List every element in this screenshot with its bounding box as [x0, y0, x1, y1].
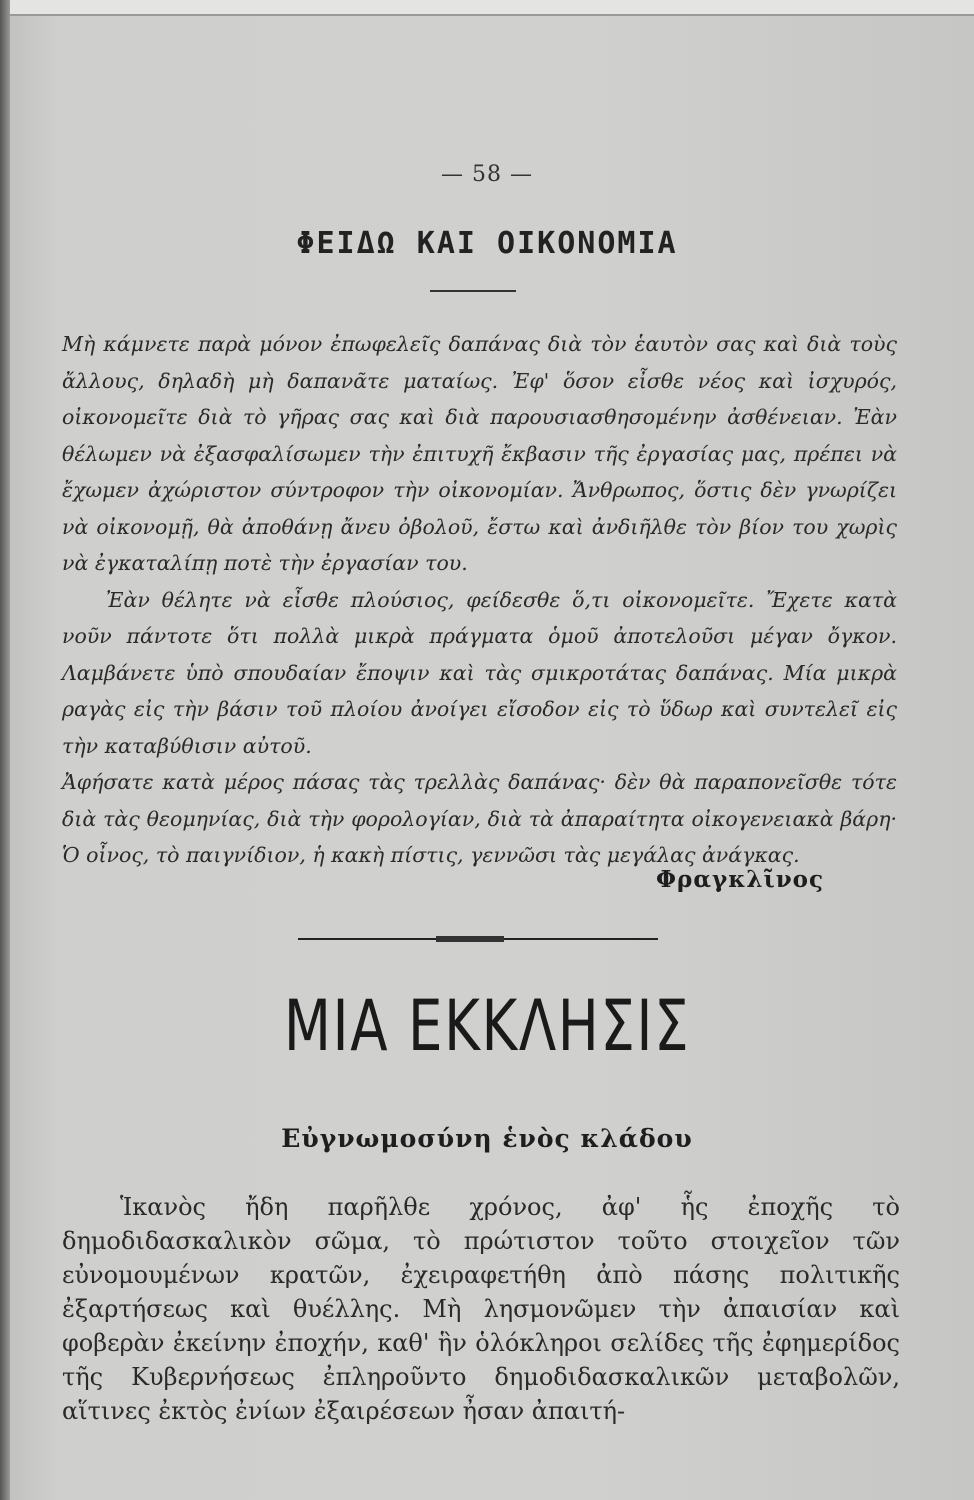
page-binding-edge — [0, 0, 10, 1500]
page-number: — 58 — — [441, 162, 533, 187]
article1-paragraph-1: Μὴ κάμνετε παρὰ μόνον ἐπωφελεῖς δαπάνας διὰ τὸν ἑαυτὸν σας καὶ διὰ τοὺς ἄλλους, δηλαδὴ μὴ δαπανᾶτε ματαίως. Ἐφ' ὅσον εἶσθε νέος καὶ ἰσχυρός, οἰκονομεῖτε διὰ τὸ γῆρας σας καὶ διὰ παρουσιασθησομένην ἀσθένειαν. Ἐὰν θέλωμεν νὰ ἐξασφαλίσωμεν τὴν ἐπιτυχῆ ἔκβασιν τῆς ἐργασίας μας, πρέπει νὰ ἔχωμεν ἀχώριστον σύντροφον τὴν οἰκονομίαν. Ἄνθρωπος, ὅστις δὲν γνωρίζει νὰ οἰκονομῇ, θὰ ἀποθάνῃ ἄνευ ὀβολοῦ, ἔστω καὶ ἀνδιῆλθε τὸν βίον του χωρὶς νὰ ἐγκαταλίπῃ ποτὲ τὴν ἐργασίαν του. — [62, 332, 897, 575]
page-top-edge — [0, 0, 974, 16]
article1-paragraph-3: Ἀφήσατε κατὰ μέρος πάσας τὰς τρελλὰς δαπάνας· δὲν θὰ παραπονεῖσθε τότε διὰ τὰς θεομηνίας, διὰ τὴν φορολογίαν, διὰ τὰ ἀπαραίτητα οἰκογενειακὰ βάρη· Ὁ οἶνος, τὸ παιγνίδιον, ἡ κακὴ πίστις, γεννῶσι τὰς μεγάλας ἀνάγκας. — [62, 770, 897, 867]
article2-subtitle: Εὐγνωμοσύνη ἑνὸς κλάδου — [281, 1124, 693, 1153]
article2-paragraph-1: Ἱκανὸς ἤδη παρῆλθε χρόνος, ἀφ' ἧς ἐποχῆς τὸ δημοδιδασκαλικὸν σῶμα, τὸ πρώτιστον τοῦτο στοιχεῖον τῶν εὐνομουμένων κρατῶν, ἐχειραφετήθη ἀπὸ πάσης πολιτικῆς ἐξαρτήσεως καὶ θυέλλης. Μὴ λησμονῶμεν τὴν ἀπαισίαν καὶ φοβερὰν ἐκείνην ἐποχήν, καθ' ἣν ὁλόκληροι σελίδες τῆς ἐφημερίδος τῆς Κυβερνήσεως ἐπληροῦντο δημοδιδασκαλικῶν μεταβολῶν, αἵτινες ἐκτὸς ἐνίων ἐξαιρέσεων ἦσαν ἀπαιτή- — [62, 1193, 900, 1425]
article1-title: ΦΕΙΔΩ ΚΑΙ ΟΙΚΟΝΟΜΙΑ — [296, 226, 678, 261]
article1-body — [62, 326, 897, 874]
article2-body — [62, 1190, 900, 1428]
section-divider-ornament — [436, 936, 504, 942]
article1-signature: Φραγκλῖνος — [655, 866, 824, 893]
article1-paragraph-2: Ἐὰν θέλητε νὰ εἶσθε πλούσιος, φείδεσθε ὅ,τι οἰκονομεῖτε. Ἔχετε κατὰ νοῦν πάντοτε ὅτι πολλὰ μικρὰ πράγματα ὁμοῦ ἀποτελοῦσι μέγαν ὄγκον. Λαμβάνετε ὑπὸ σπουδαίαν ἔποψιν καὶ τὰς σμικροτάτας δαπάνας. Μία μικρὰ ραγὰς εἰς τὴν βάσιν τοῦ πλοίου ἀνοίγει εἴσοδον εἰς τὸ ὕδωρ καὶ συντελεῖ εἰς τὴν καταβύθισιν αὐτοῦ. — [62, 587, 897, 758]
article2-title: ΜΙΑ ΕΚΚΛΗΣΙΣ — [283, 985, 691, 1067]
title-underline — [430, 290, 516, 292]
